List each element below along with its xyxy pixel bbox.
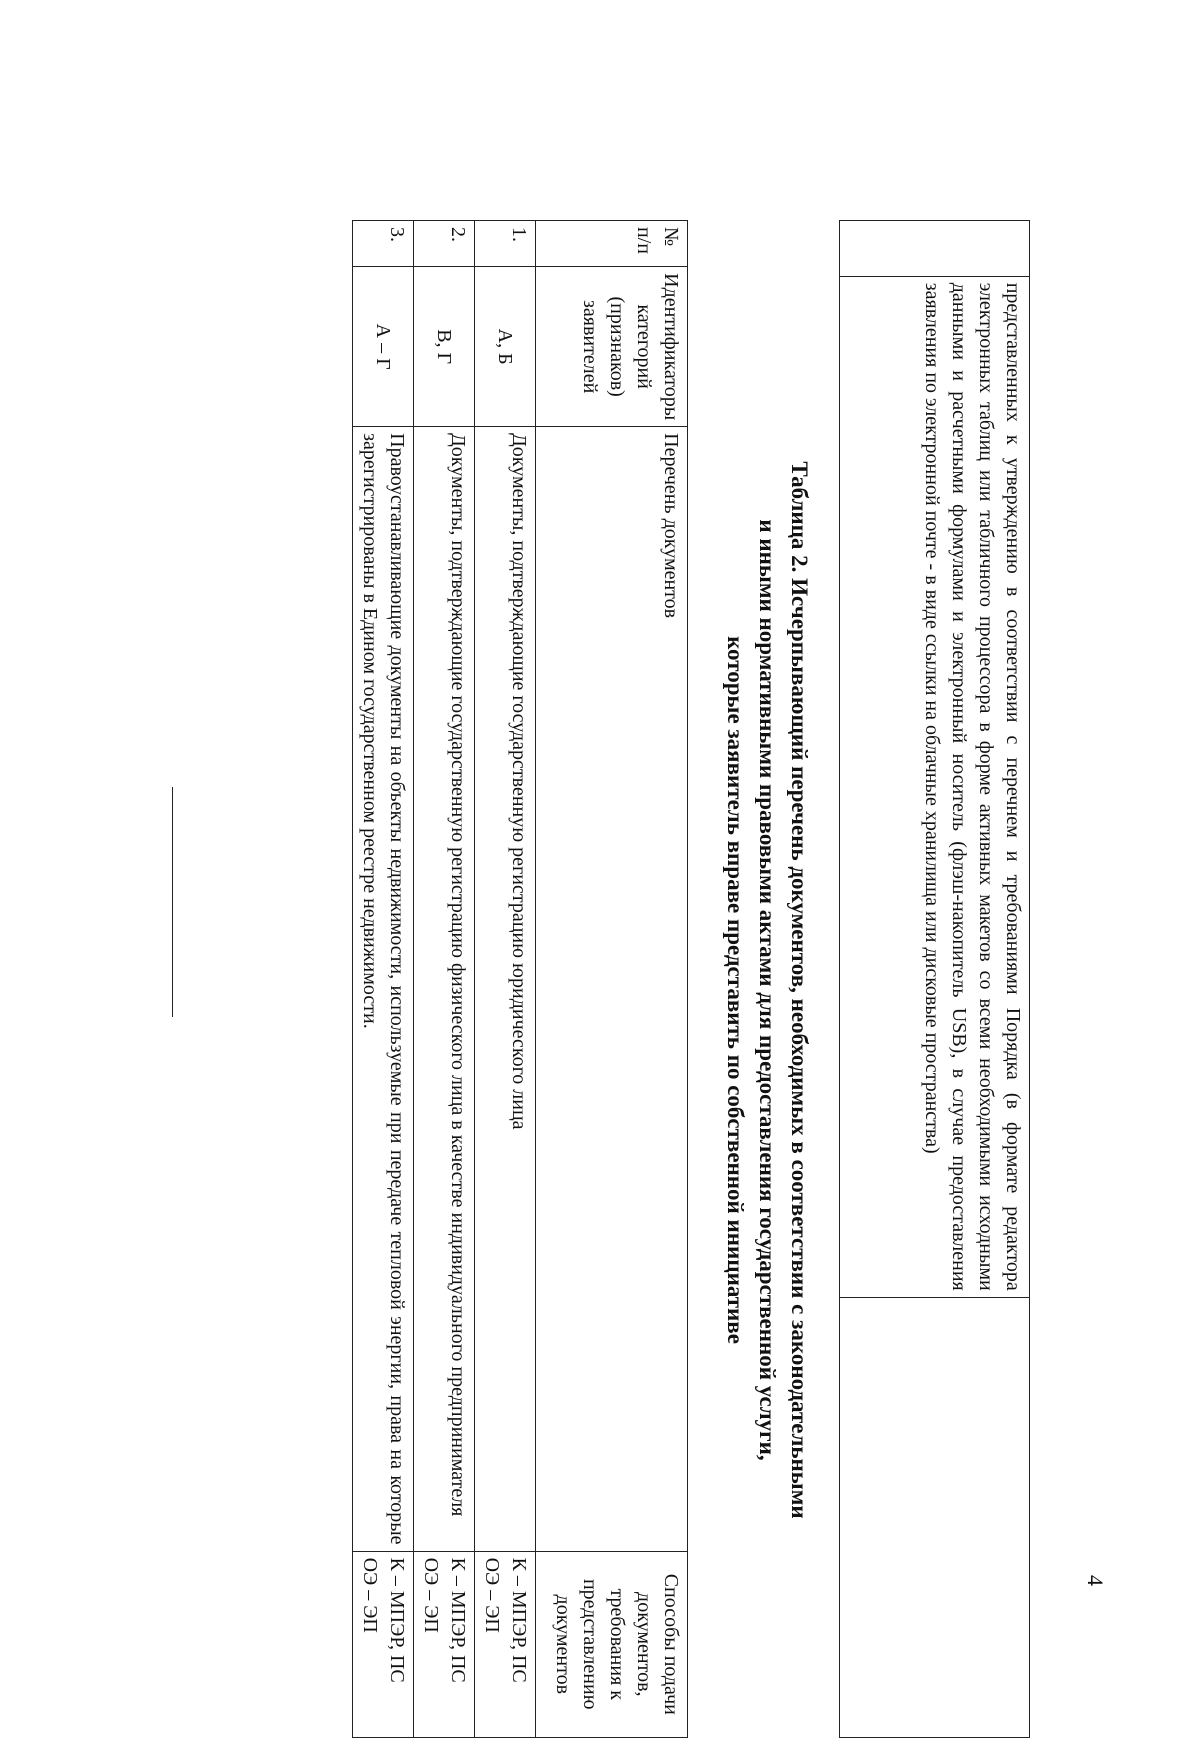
table-cell: представленных к утверждению в соответствии с перечнем и требованиями Порядка (в формате редактора электронных таблиц или табличного процессора в форме активных макетов со всеми необходимыми исходными данными и расчетными формулами и электронный носитель (флэш-накопитель USB), в случае предоставления заявления по электронной почте - в виде ссылки на облачные хранилища или дисковые пространства) [840, 276, 1030, 1297]
table-title-line: которые заявитель вправе представить по собственной инициативе [723, 636, 748, 1344]
row-categories: А – Г [353, 267, 414, 427]
row-categories: А, Б [475, 267, 536, 427]
method-line: ОЭ – ЭП [481, 1557, 503, 1633]
method-line: К – МПЭР, ПС [508, 1557, 530, 1683]
row-number: 2. [414, 221, 475, 267]
method-line: К – МПЭР, ПС [447, 1557, 469, 1683]
column-header-number: № п/п [536, 221, 688, 267]
method-line: К – МПЭР, ПС [386, 1557, 408, 1683]
table-title-line: и иными нормативными правовыми актами для предоставления государственной услуги, [755, 519, 780, 1461]
column-header-methods: Способы подачи документов, требования к представлению документов [536, 1551, 688, 1737]
table-cell [840, 1297, 1030, 1737]
table-title-line: Таблица 2. Исчерпывающий перечень документов, необходимых в соответствии с законодательными [787, 461, 812, 1519]
column-header-documents: Перечень документов [536, 427, 688, 1551]
table-row [840, 221, 1030, 1738]
table-header-row [536, 221, 688, 1738]
row-methods [414, 1551, 475, 1737]
table-row [353, 221, 414, 1738]
row-documents: Правоустанавливающие документы на объекты недвижимости, используемые при передаче тепловой энергии, права на которые зарегистрированы в Едином государственном реестре недвижимости. [353, 427, 414, 1551]
row-number: 3. [353, 221, 414, 267]
table-cell [840, 221, 1030, 277]
column-header-categories: Идентификаторы категорий (признаков) заявителей [536, 267, 688, 427]
table-title [719, 240, 815, 1740]
documents-table [352, 220, 688, 1738]
method-line: ОЭ – ЭП [359, 1557, 381, 1633]
continuation-table [839, 220, 1030, 1738]
footnote-separator [172, 787, 173, 1017]
row-documents: Документы, подтверждающие государственную регистрацию физического лица в качестве индивидуального предпринимателя [414, 427, 475, 1551]
row-categories: В, Г [414, 267, 475, 427]
row-number: 1. [475, 221, 536, 267]
row-methods [475, 1551, 536, 1737]
method-line: ОЭ – ЭП [420, 1557, 442, 1633]
row-documents: Документы, подтверждающие государственную регистрацию юридического лица [475, 427, 536, 1551]
row-methods [353, 1551, 414, 1737]
table-row [475, 221, 536, 1738]
table-row [414, 221, 475, 1738]
page-number: 4 [1083, 1575, 1108, 1586]
